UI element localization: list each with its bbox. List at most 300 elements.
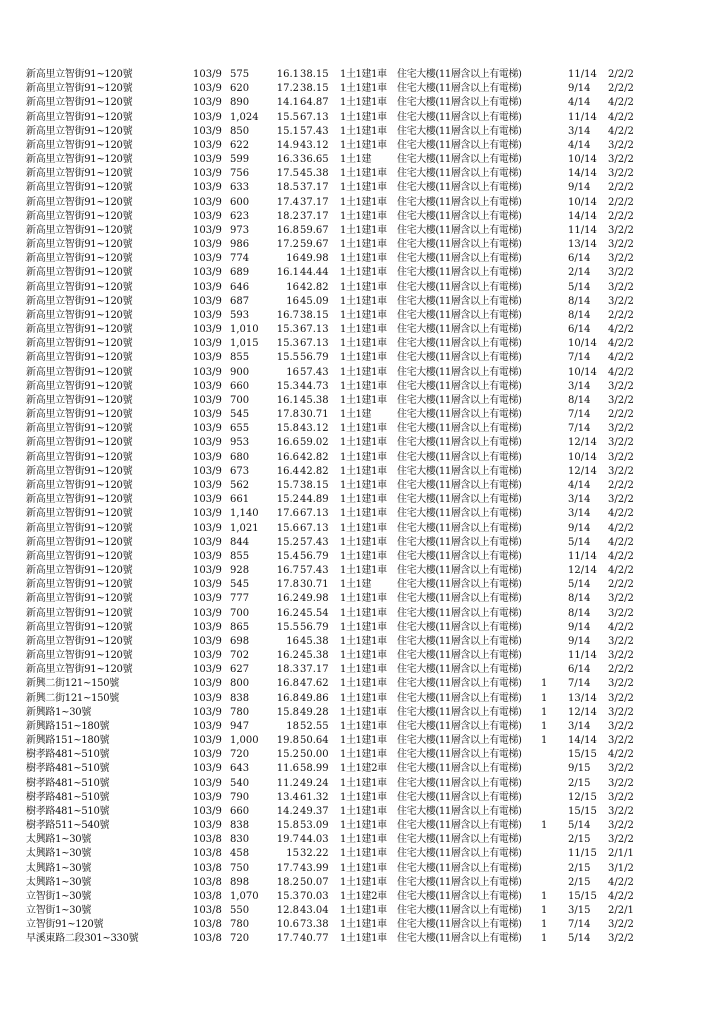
building-type-cell: 住宅大樓(11層含以上有電梯): [397, 791, 522, 803]
floor-cell: 2/14: [568, 267, 591, 279]
floor-cell: 11/14: [568, 650, 597, 662]
table-row: [0, 522, 720, 536]
transaction-items-cell: 1土1建1車: [340, 69, 387, 80]
rooms-cell: 3/2/2: [608, 735, 634, 747]
transaction-items-cell: 1土1建1車: [340, 366, 387, 378]
total-price-cell: 973: [230, 224, 250, 236]
table-row: [0, 692, 720, 706]
rooms-cell: 4/2/2: [608, 536, 634, 548]
table-row: [0, 805, 720, 819]
transaction-items-cell: 1土1建1車: [340, 919, 387, 931]
unit-price-cell: 18: [286, 720, 299, 732]
table-row: [0, 890, 720, 904]
date-cell: 103/9: [193, 366, 222, 378]
area-cell: 38.15: [300, 83, 329, 95]
address-cell: 新高里立智街91~120號: [26, 479, 133, 491]
address-cell: 新高里立智街91~120號: [26, 168, 133, 180]
rooms-cell: 2/2/2: [608, 196, 634, 208]
floor-cell: 3/14: [568, 380, 591, 392]
area-cell: 59.02: [300, 437, 329, 449]
note-flag-cell: 1: [541, 706, 548, 718]
date-cell: 103/9: [193, 309, 222, 321]
building-type-cell: 住宅大樓(11層含以上有電梯): [397, 848, 522, 860]
floor-cell: 3/14: [568, 125, 591, 137]
rooms-cell: 4/2/2: [608, 366, 634, 378]
total-price-cell: 562: [230, 479, 250, 491]
transaction-items-cell: 1土1建1車: [340, 508, 387, 520]
note-flag-cell: 1: [541, 678, 548, 690]
transaction-items-cell: 1土1建1車: [340, 720, 387, 732]
unit-price-cell: 15.2: [276, 494, 299, 506]
rooms-cell: 3/2/2: [608, 607, 634, 619]
building-type-cell: 住宅大樓(11層含以上有電梯): [397, 820, 522, 832]
date-cell: 103/9: [193, 168, 222, 180]
area-cell: 36.65: [300, 154, 329, 166]
total-price-cell: 660: [230, 805, 250, 817]
floor-cell: 7/14: [568, 423, 591, 435]
transaction-items-cell: 1土1建: [340, 409, 372, 421]
rooms-cell: 3/2/2: [608, 224, 634, 236]
date-cell: 103/9: [193, 650, 222, 662]
building-type-cell: 住宅大樓(11層含以上有電梯): [397, 735, 522, 747]
total-price-cell: 890: [230, 97, 250, 109]
date-cell: 103/8: [193, 848, 222, 860]
unit-price-cell: 15.5: [276, 111, 299, 123]
floor-cell: 8/14: [568, 394, 591, 406]
total-price-cell: 700: [230, 394, 250, 406]
unit-price-cell: 16.3: [276, 154, 299, 166]
area-cell: 37.17: [300, 210, 329, 222]
floor-cell: 15/15: [568, 890, 597, 902]
table-row: [0, 323, 720, 337]
rooms-cell: 4/2/2: [608, 876, 634, 888]
total-price-cell: 646: [230, 281, 250, 293]
total-price-cell: 865: [230, 621, 250, 633]
floor-cell: 4/14: [568, 479, 591, 491]
total-price-cell: 800: [230, 678, 250, 690]
building-type-cell: 住宅大樓(11層含以上有電梯): [397, 338, 522, 350]
rooms-cell: 3/2/2: [608, 139, 634, 151]
building-type-cell: 住宅大樓(11層含以上有電梯): [397, 295, 522, 307]
address-cell: 樹孝路481~510號: [26, 763, 110, 775]
unit-price-cell: 16.1: [276, 267, 299, 279]
transaction-items-cell: 1土1建1車: [340, 735, 387, 747]
unit-price-cell: 16.8: [276, 692, 299, 704]
transaction-items-cell: 1土1建1車: [340, 97, 387, 109]
table-row: [0, 847, 720, 861]
building-type-cell: 住宅大樓(11層含以上有電梯): [397, 111, 522, 123]
floor-cell: 5/14: [568, 933, 591, 945]
table-row: [0, 904, 720, 918]
table-row: [0, 479, 720, 493]
area-cell: 56.79: [300, 352, 329, 364]
address-cell: 新高里立智街91~120號: [26, 239, 133, 251]
rooms-cell: 4/2/2: [608, 749, 634, 761]
rooms-cell: 4/2/2: [608, 97, 634, 109]
transaction-items-cell: 1土1建1車: [340, 338, 387, 350]
rooms-cell: 3/2/2: [608, 267, 634, 279]
floor-cell: 14/14: [568, 735, 597, 747]
area-cell: 44.44: [300, 267, 329, 279]
area-cell: 52.55: [300, 720, 329, 732]
total-price-cell: 458: [230, 848, 250, 860]
date-cell: 103/9: [193, 154, 222, 166]
table-row: [0, 82, 720, 96]
unit-price-cell: 17.2: [276, 83, 299, 95]
unit-price-cell: 15.8: [276, 820, 299, 832]
table-row: [0, 777, 720, 791]
building-type-cell: 住宅大樓(11層含以上有電梯): [397, 763, 522, 775]
building-type-cell: 住宅大樓(11層含以上有電梯): [397, 621, 522, 633]
transaction-items-cell: 1土1建1車: [340, 111, 387, 123]
area-cell: 42.82: [300, 465, 329, 477]
date-cell: 103/9: [193, 720, 222, 732]
building-type-cell: 住宅大樓(11層含以上有電梯): [397, 394, 522, 406]
table-row: [0, 465, 720, 479]
date-cell: 103/9: [193, 281, 222, 293]
rooms-cell: 3/2/2: [608, 834, 634, 846]
transaction-items-cell: 1土1建1車: [340, 295, 387, 307]
total-price-cell: 750: [230, 862, 250, 874]
area-cell: 49.28: [300, 706, 329, 718]
transaction-items-cell: 1土1建1車: [340, 820, 387, 832]
floor-cell: 7/14: [568, 678, 591, 690]
total-price-cell: 689: [230, 267, 250, 279]
floor-cell: 10/14: [568, 338, 597, 350]
date-cell: 103/9: [193, 791, 222, 803]
floor-cell: 9/14: [568, 621, 591, 633]
rooms-cell: 4/2/2: [608, 550, 634, 562]
rooms-cell: 4/2/2: [608, 522, 634, 534]
transaction-items-cell: 1土1建2車: [340, 890, 387, 902]
unit-price-cell: 12.8: [276, 905, 299, 917]
rooms-cell: 3/2/2: [608, 706, 634, 718]
transaction-items-cell: 1土1建1車: [340, 451, 387, 463]
total-price-cell: 680: [230, 451, 250, 463]
table-row: [0, 408, 720, 422]
address-cell: 新高里立智街91~120號: [26, 650, 133, 662]
floor-cell: 12/14: [568, 465, 597, 477]
rooms-cell: 2/2/2: [608, 83, 634, 95]
area-cell: 59.67: [300, 239, 329, 251]
rooms-cell: 3/2/2: [608, 650, 634, 662]
transaction-items-cell: 1土1建1車: [340, 423, 387, 435]
table-row: [0, 663, 720, 677]
address-cell: 新興路151~180號: [26, 735, 110, 747]
table-row: [0, 734, 720, 748]
rooms-cell: 4/2/2: [608, 890, 634, 902]
area-cell: 40.77: [300, 933, 329, 945]
area-cell: 45.38: [300, 394, 329, 406]
address-cell: 新高里立智街91~120號: [26, 394, 133, 406]
total-price-cell: 850: [230, 125, 250, 137]
date-cell: 103/9: [193, 805, 222, 817]
table-row: [0, 862, 720, 876]
transaction-items-cell: 1土1建1車: [340, 933, 387, 945]
total-price-cell: 900: [230, 366, 250, 378]
total-price-cell: 687: [230, 295, 250, 307]
address-cell: 新高里立智街91~120號: [26, 451, 133, 463]
address-cell: 新高里立智街91~120號: [26, 281, 133, 293]
date-cell: 103/8: [193, 919, 222, 931]
date-cell: 103/9: [193, 479, 222, 491]
unit-price-cell: 18.5: [276, 182, 299, 194]
address-cell: 新高里立智街91~120號: [26, 423, 133, 435]
rooms-cell: 3/2/2: [608, 281, 634, 293]
total-price-cell: 627: [230, 664, 250, 676]
total-price-cell: 540: [230, 777, 250, 789]
table-row: [0, 536, 720, 550]
floor-cell: 8/14: [568, 309, 591, 321]
date-cell: 103/9: [193, 678, 222, 690]
date-cell: 103/8: [193, 933, 222, 945]
area-cell: 43.04: [300, 905, 329, 917]
address-cell: 新高里立智街91~120號: [26, 508, 133, 520]
unit-price-cell: 15.5: [276, 352, 299, 364]
unit-price-cell: 17.2: [276, 239, 299, 251]
building-type-cell: 住宅大樓(11層含以上有電梯): [397, 83, 522, 95]
table-row: [0, 238, 720, 252]
address-cell: 新高里立智街91~120號: [26, 295, 133, 307]
date-cell: 103/9: [193, 735, 222, 747]
building-type-cell: 住宅大樓(11層含以上有電梯): [397, 565, 522, 577]
total-price-cell: 790: [230, 791, 250, 803]
area-cell: 37.17: [300, 182, 329, 194]
note-flag-cell: 1: [541, 933, 548, 945]
unit-price-cell: 16: [286, 281, 299, 293]
table-row: [0, 550, 720, 564]
date-cell: 103/9: [193, 692, 222, 704]
area-cell: 49.98: [300, 593, 329, 605]
total-price-cell: 673: [230, 465, 250, 477]
total-price-cell: 633: [230, 182, 250, 194]
table-row: [0, 139, 720, 153]
address-cell: 新高里立智街91~120號: [26, 210, 133, 222]
total-price-cell: 599: [230, 154, 250, 166]
date-cell: 103/9: [193, 820, 222, 832]
floor-cell: 15/15: [568, 749, 597, 761]
total-price-cell: 777: [230, 593, 250, 605]
table-row: [0, 125, 720, 139]
address-cell: 太興路1~30號: [26, 848, 92, 860]
date-cell: 103/9: [193, 380, 222, 392]
building-type-cell: 住宅大樓(11層含以上有電梯): [397, 281, 522, 293]
table-row: [0, 607, 720, 621]
unit-price-cell: 15.3: [276, 324, 299, 336]
note-flag-cell: 1: [541, 692, 548, 704]
building-type-cell: 住宅大樓(11層含以上有電梯): [397, 749, 522, 761]
building-type-cell: 住宅大樓(11層含以上有電梯): [397, 550, 522, 562]
transaction-table: [0, 68, 720, 947]
total-price-cell: 947: [230, 720, 250, 732]
floor-cell: 6/14: [568, 664, 591, 676]
date-cell: 103/9: [193, 394, 222, 406]
date-cell: 103/9: [193, 749, 222, 761]
date-cell: 103/9: [193, 621, 222, 633]
unit-price-cell: 17.7: [276, 862, 299, 874]
date-cell: 103/8: [193, 876, 222, 888]
building-type-cell: 住宅大樓(11層含以上有電梯): [397, 919, 522, 931]
transaction-items-cell: 1土1建1車: [340, 635, 387, 647]
transaction-items-cell: 1土1建1車: [340, 593, 387, 605]
total-price-cell: 600: [230, 196, 250, 208]
date-cell: 103/9: [193, 522, 222, 534]
floor-cell: 3/14: [568, 508, 591, 520]
table-row: [0, 252, 720, 266]
area-cell: 43.12: [300, 423, 329, 435]
table-row: [0, 394, 720, 408]
transaction-items-cell: 1土1建1車: [340, 309, 387, 321]
table-row: [0, 918, 720, 932]
transaction-items-cell: 1土1建1車: [340, 83, 387, 95]
total-price-cell: 844: [230, 536, 250, 548]
area-cell: 67.13: [300, 508, 329, 520]
table-row: [0, 876, 720, 890]
transaction-items-cell: 1土1建1車: [340, 565, 387, 577]
total-price-cell: 780: [230, 919, 250, 931]
table-row: [0, 677, 720, 691]
rooms-cell: 3/2/2: [608, 933, 634, 945]
unit-price-cell: 16.7: [276, 309, 299, 321]
total-price-cell: 1,021: [230, 522, 259, 534]
date-cell: 103/9: [193, 451, 222, 463]
transaction-items-cell: 1土1建: [340, 579, 372, 591]
address-cell: 新高里立智街91~120號: [26, 69, 133, 80]
address-cell: 新高里立智街91~120號: [26, 409, 133, 421]
building-type-cell: 住宅大樓(11層含以上有電梯): [397, 224, 522, 236]
total-price-cell: 655: [230, 423, 250, 435]
floor-cell: 12/14: [568, 565, 597, 577]
area-cell: 58.99: [300, 763, 329, 775]
rooms-cell: 3/2/2: [608, 635, 634, 647]
address-cell: 太興路1~30號: [26, 862, 92, 874]
address-cell: 新興路151~180號: [26, 720, 110, 732]
note-flag-cell: 1: [541, 919, 548, 931]
unit-price-cell: 14.9: [276, 139, 299, 151]
floor-cell: 3/15: [568, 905, 591, 917]
date-cell: 103/9: [193, 111, 222, 123]
total-price-cell: 623: [230, 210, 250, 222]
transaction-items-cell: 1土1建1車: [340, 465, 387, 477]
date-cell: 103/9: [193, 125, 222, 137]
unit-price-cell: 18.2: [276, 210, 299, 222]
date-cell: 103/9: [193, 338, 222, 350]
total-price-cell: 575: [230, 69, 250, 80]
rooms-cell: 2/2/2: [608, 309, 634, 321]
building-type-cell: 住宅大樓(11層含以上有電梯): [397, 692, 522, 704]
address-cell: 樹孝路481~510號: [26, 777, 110, 789]
transaction-items-cell: 1土1建1車: [340, 848, 387, 860]
building-type-cell: 住宅大樓(11層含以上有電梯): [397, 182, 522, 194]
floor-cell: 10/14: [568, 196, 597, 208]
unit-price-cell: 15.2: [276, 536, 299, 548]
rooms-cell: 2/2/2: [608, 69, 634, 80]
date-cell: 103/9: [193, 607, 222, 619]
table-row: [0, 706, 720, 720]
date-cell: 103/9: [193, 83, 222, 95]
building-type-cell: 住宅大樓(11層含以上有電梯): [397, 196, 522, 208]
total-price-cell: 855: [230, 352, 250, 364]
transaction-items-cell: 1土1建1車: [340, 621, 387, 633]
address-cell: 樹孝路511~540號: [26, 820, 110, 832]
area-cell: 38.15: [300, 309, 329, 321]
rooms-cell: 3/2/2: [608, 451, 634, 463]
rooms-cell: 3/2/2: [608, 154, 634, 166]
floor-cell: 4/14: [568, 139, 591, 151]
total-price-cell: 1,024: [230, 111, 259, 123]
date-cell: 103/9: [193, 409, 222, 421]
floor-cell: 9/15: [568, 763, 591, 775]
unit-price-cell: 16.8: [276, 224, 299, 236]
building-type-cell: 住宅大樓(11層含以上有電梯): [397, 890, 522, 902]
rooms-cell: 3/2/2: [608, 692, 634, 704]
area-cell: 56.79: [300, 621, 329, 633]
address-cell: 新高里立智街91~120號: [26, 224, 133, 236]
table-row: [0, 720, 720, 734]
address-cell: 新高里立智街91~120號: [26, 664, 133, 676]
note-flag-cell: 1: [541, 890, 548, 902]
date-cell: 103/9: [193, 565, 222, 577]
date-cell: 103/9: [193, 182, 222, 194]
address-cell: 新高里立智街91~120號: [26, 437, 133, 449]
total-price-cell: 1,070: [230, 890, 259, 902]
transaction-items-cell: 1土1建1車: [340, 210, 387, 222]
total-price-cell: 700: [230, 607, 250, 619]
total-price-cell: 643: [230, 763, 250, 775]
building-type-cell: 住宅大樓(11層含以上有電梯): [397, 97, 522, 109]
rooms-cell: 4/2/2: [608, 565, 634, 577]
transaction-items-cell: 1土1建1車: [340, 267, 387, 279]
area-cell: 38.15: [300, 479, 329, 491]
rooms-cell: 3/2/2: [608, 593, 634, 605]
table-row: [0, 422, 720, 436]
table-row: [0, 621, 720, 635]
floor-cell: 6/14: [568, 324, 591, 336]
address-cell: 新興路1~30號: [26, 706, 92, 718]
unit-price-cell: 16.1: [276, 69, 299, 80]
address-cell: 新高里立智街91~120號: [26, 380, 133, 392]
unit-price-cell: 11.6: [276, 763, 299, 775]
unit-price-cell: 16.2: [276, 607, 299, 619]
date-cell: 103/9: [193, 777, 222, 789]
table-row: [0, 932, 720, 946]
building-type-cell: 住宅大樓(11層含以上有電梯): [397, 366, 522, 378]
address-cell: 新高里立智街91~120號: [26, 579, 133, 591]
table-row: [0, 819, 720, 833]
floor-cell: 12/14: [568, 437, 597, 449]
unit-price-cell: 16: [286, 253, 299, 265]
rooms-cell: 3/2/2: [608, 763, 634, 775]
floor-cell: 10/14: [568, 451, 597, 463]
total-price-cell: 545: [230, 409, 250, 421]
building-type-cell: 住宅大樓(11層含以上有電梯): [397, 253, 522, 265]
unit-price-cell: 17.6: [276, 508, 299, 520]
transaction-items-cell: 1土1建1車: [340, 749, 387, 761]
floor-cell: 5/14: [568, 281, 591, 293]
area-cell: 43.99: [300, 862, 329, 874]
unit-price-cell: 15.8: [276, 706, 299, 718]
table-row: [0, 153, 720, 167]
table-row: [0, 649, 720, 663]
floor-cell: 2/15: [568, 777, 591, 789]
date-cell: 103/9: [193, 196, 222, 208]
date-cell: 103/9: [193, 97, 222, 109]
transaction-items-cell: 1土1建1車: [340, 692, 387, 704]
building-type-cell: 住宅大樓(11層含以上有電梯): [397, 352, 522, 364]
unit-price-cell: 17.4: [276, 196, 299, 208]
total-price-cell: 702: [230, 650, 250, 662]
unit-price-cell: 15.4: [276, 550, 299, 562]
